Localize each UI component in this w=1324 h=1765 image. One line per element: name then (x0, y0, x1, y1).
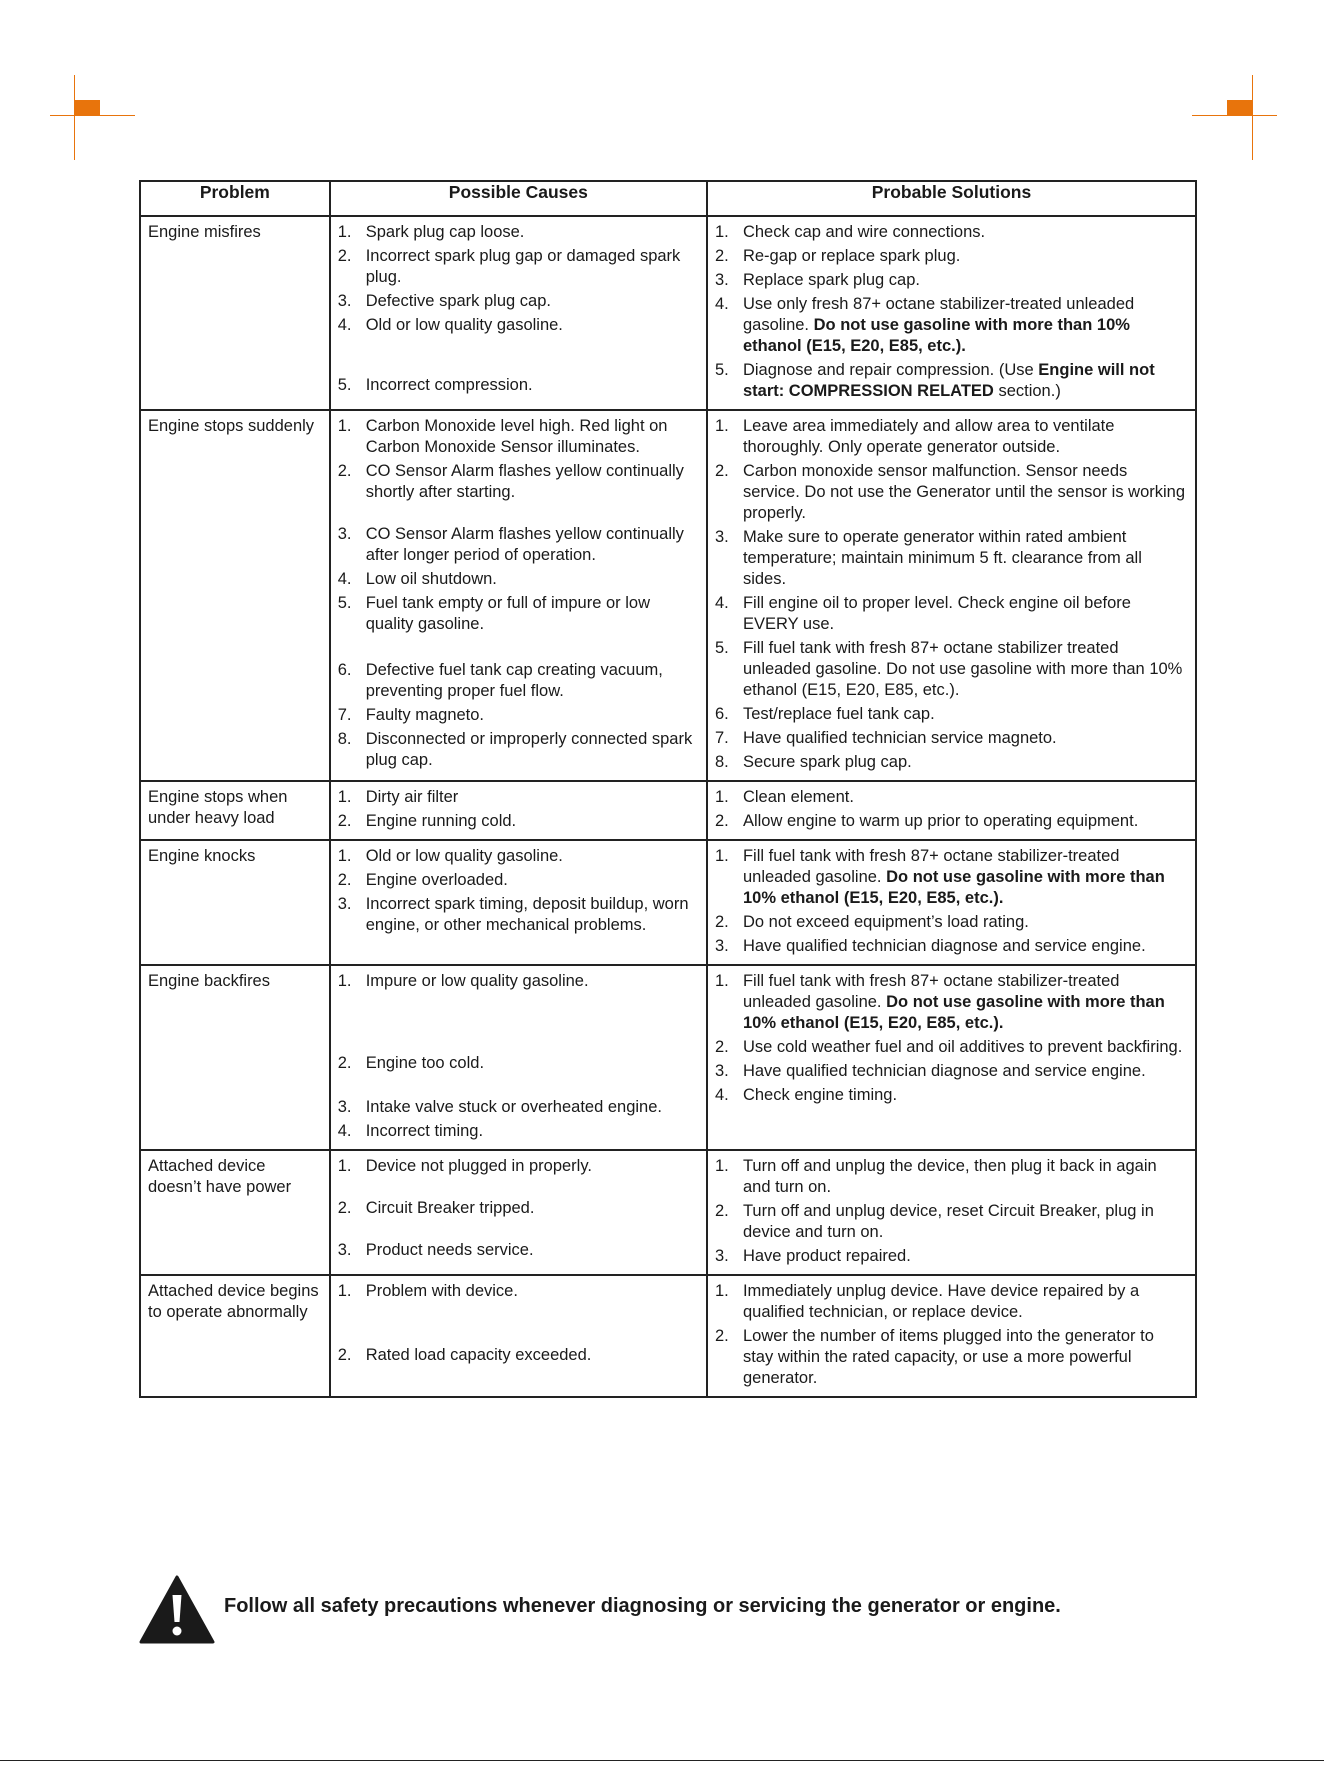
item-text (366, 569, 699, 590)
item-number: 1. (714, 1157, 729, 1175)
item-text-regular: Turn off and unplug device, reset Circuit Breaker, plug in device and turn on. (742, 1202, 1154, 1241)
crop-mark-left (50, 75, 135, 160)
solution-item (715, 638, 1188, 701)
item-text-regular: Faulty magneto. (365, 706, 485, 724)
warning-text: Follow all safety precautions whenever diagnosing or servicing the generator or engine. (224, 1595, 1061, 1617)
cause-item (338, 222, 699, 243)
item-number: 5. (337, 594, 352, 612)
item-text (366, 1345, 699, 1366)
item-text (743, 527, 1188, 590)
item-number: 4. (714, 1086, 729, 1104)
cause-item (338, 1121, 699, 1142)
item-text (743, 1326, 1188, 1389)
item-text-regular: Make sure to operate generator within rated ambient temperature; maintain minimum 5 ft. clearance from all sides. (742, 528, 1142, 588)
problem-text: Engine stops suddenly (148, 417, 315, 435)
solution-item (715, 1246, 1188, 1267)
item-text-regular: Spark plug cap loose. (365, 223, 525, 241)
item-text (366, 375, 699, 396)
item-text-regular: Secure spark plug cap. (742, 753, 912, 771)
solutions-cell (707, 840, 1196, 965)
item-number: 4. (337, 570, 352, 588)
solution-item (715, 461, 1188, 524)
item-text-regular: Old or low quality gasoline. (365, 847, 563, 865)
cause-item (338, 971, 699, 992)
item-number: 1. (714, 847, 729, 865)
item-text-regular: Check engine timing. (742, 1086, 898, 1104)
item-text-regular: Incorrect timing. (365, 1122, 484, 1140)
cause-item (338, 569, 699, 590)
item-text-regular: Have product repaired. (742, 1247, 911, 1265)
item-text-regular: Have qualified technician diagnose and service engine. (742, 1062, 1146, 1080)
item-text (366, 315, 699, 336)
item-text (743, 971, 1188, 1034)
problem-cell (140, 1275, 330, 1397)
item-number: 3. (337, 1098, 352, 1116)
item-number: 2. (714, 913, 729, 931)
item-number: 5. (714, 361, 729, 379)
item-text-regular: Lower the number of items plugged into the generator to stay within the rated capacity, or use a more powerful generator. (742, 1327, 1154, 1387)
problem-cell (140, 410, 330, 781)
item-text-regular: Carbon Monoxide level high. Red light on Carbon Monoxide Sensor illuminates. (365, 417, 668, 456)
problem-text: Engine knocks (148, 847, 256, 865)
item-text (743, 1061, 1188, 1082)
item-number: 3. (337, 895, 352, 913)
item-number: 1. (337, 417, 352, 435)
item-number: 3. (714, 528, 729, 546)
item-number: 1. (337, 847, 352, 865)
table-row (140, 781, 1196, 840)
item-text-regular: Defective fuel tank cap creating vacuum, preventing proper fuel flow. (365, 661, 663, 700)
item-text (743, 1201, 1188, 1243)
cause-item (338, 375, 699, 396)
cause-item (338, 811, 699, 832)
causes-cell (330, 216, 707, 410)
item-text-tail: section.) (998, 382, 1061, 400)
item-text-regular: Immediately unplug device. Have device repaired by a qualified technician, or replace device. (742, 1282, 1140, 1321)
problem-cell (140, 1150, 330, 1275)
item-text (366, 1156, 699, 1177)
item-text-regular: Turn off and unplug the device, then plug it back in again and turn on. (742, 1157, 1157, 1196)
item-number: 6. (714, 705, 729, 723)
item-text-regular: Carbon monoxide sensor malfunction. Sensor needs service. Do not use the Generator until the sensor is working properly. (742, 462, 1186, 522)
solution-item (715, 1085, 1188, 1106)
item-text (743, 787, 1188, 808)
causes-cell (330, 965, 707, 1150)
item-number: 1. (714, 1282, 729, 1300)
item-text (743, 936, 1188, 957)
item-text (743, 1085, 1188, 1106)
solution-item (715, 246, 1188, 267)
item-number: 4. (714, 295, 729, 313)
item-text (366, 729, 699, 771)
causes-cell (330, 1150, 707, 1275)
solution-item (715, 936, 1188, 957)
item-text-bold: Engine will not start: COMPRESSION RELATED (742, 361, 1155, 400)
problem-cell (140, 840, 330, 965)
item-text-regular: Device not plugged in properly. (365, 1157, 592, 1175)
item-number: 8. (714, 753, 729, 771)
solution-item (715, 1037, 1188, 1058)
item-text-regular: Engine overloaded. (365, 871, 508, 889)
solutions-cell (707, 965, 1196, 1150)
cause-item (338, 416, 699, 458)
header-solutions: Probable Solutions (707, 181, 1196, 216)
cause-item (338, 593, 699, 635)
solution-item (715, 527, 1188, 590)
item-text-regular: Use cold weather fuel and oil additives to prevent backfiring. (742, 1038, 1183, 1056)
item-text (366, 1240, 699, 1261)
item-number: 7. (714, 729, 729, 747)
table-header-row (140, 181, 1196, 216)
cause-item (338, 787, 699, 808)
item-number: 2. (714, 1327, 729, 1345)
item-text-regular: Leave area immediately and allow area to ventilate thoroughly. Only operate generator outside. (742, 417, 1115, 456)
item-number: 2. (337, 812, 352, 830)
item-text-bold: Do not use gasoline with more than 10% ethanol (E15, E20, E85, etc.). (742, 316, 1130, 355)
item-number: 1. (714, 972, 729, 990)
cause-item (338, 1345, 699, 1366)
item-number: 3. (714, 1247, 729, 1265)
item-number: 3. (714, 271, 729, 289)
item-text (366, 846, 699, 867)
solution-item (715, 416, 1188, 458)
cause-item (338, 315, 699, 336)
safety-warning (139, 1575, 1239, 1655)
solution-item (715, 971, 1188, 1034)
item-text-regular: Old or low quality gasoline. (365, 316, 563, 334)
problem-text: Attached device begins to operate abnormally (148, 1282, 319, 1321)
item-text-regular: Have qualified technician service magneto. (742, 729, 1057, 747)
item-text (743, 294, 1188, 357)
item-text (743, 222, 1188, 243)
item-text (743, 1037, 1188, 1058)
problem-text: Engine misfires (148, 223, 261, 241)
item-text (743, 593, 1188, 635)
cause-item (338, 705, 699, 726)
item-text-regular: Product needs service. (365, 1241, 534, 1259)
item-number: 2. (337, 247, 352, 265)
item-number: 1. (337, 1157, 352, 1175)
table-row (140, 1150, 1196, 1275)
item-text (743, 1246, 1188, 1267)
item-text (743, 246, 1188, 267)
item-text (366, 894, 699, 936)
table-row (140, 965, 1196, 1150)
item-number: 3. (714, 1062, 729, 1080)
item-number: 4. (337, 316, 352, 334)
solution-item (715, 704, 1188, 725)
table-row (140, 216, 1196, 410)
causes-cell (330, 410, 707, 781)
solutions-cell (707, 410, 1196, 781)
item-text (366, 1198, 699, 1219)
item-text (743, 1281, 1188, 1323)
header-causes: Possible Causes (330, 181, 707, 216)
table-row (140, 1275, 1196, 1397)
item-number: 2. (714, 247, 729, 265)
item-text-regular: Fill engine oil to proper level. Check engine oil before EVERY use. (742, 594, 1131, 633)
item-text (366, 705, 699, 726)
cause-item (338, 870, 699, 891)
item-text (366, 1281, 699, 1302)
item-number: 2. (337, 871, 352, 889)
item-text-regular: Engine too cold. (365, 1054, 485, 1072)
solution-item (715, 1201, 1188, 1243)
item-text-regular: Rated load capacity exceeded. (365, 1346, 592, 1364)
item-text-regular: Incorrect compression. (365, 376, 533, 394)
item-number: 2. (714, 462, 729, 480)
item-text-regular: Fill fuel tank with fresh 87+ octane stabilizer-treated unleaded gasoline. (742, 972, 1120, 1011)
cause-item (338, 461, 699, 503)
problem-text: Attached device doesn’t have power (148, 1157, 292, 1196)
item-text-regular: Fill fuel tank with fresh 87+ octane stabilizer treated unleaded gasoline. Do not use gasoline with more than 10% ethanol (E15, E20, E85, etc.). (742, 639, 1183, 699)
solution-item (715, 294, 1188, 357)
item-text-regular: Defective spark plug cap. (365, 292, 551, 310)
solution-item (715, 846, 1188, 909)
cause-item (338, 729, 699, 771)
solution-item (715, 752, 1188, 773)
item-number: 4. (337, 1122, 352, 1140)
item-text-regular: Do not exceed equipment’s load rating. (742, 913, 1029, 931)
item-text-regular: Diagnose and repair compression. (Use (742, 361, 1034, 379)
causes-cell (330, 1275, 707, 1397)
cause-item (338, 246, 699, 288)
item-text-regular: Incorrect spark plug gap or damaged spark plug. (365, 247, 681, 286)
item-number: 1. (337, 223, 352, 241)
item-text-regular: Low oil shutdown. (365, 570, 497, 588)
item-number: 1. (337, 1282, 352, 1300)
problem-cell (140, 216, 330, 410)
solution-item (715, 360, 1188, 402)
item-text (743, 360, 1188, 402)
item-text-regular: CO Sensor Alarm flashes yellow continually after longer period of operation. (365, 525, 684, 564)
item-text-regular: CO Sensor Alarm flashes yellow continually shortly after starting. (365, 462, 684, 501)
item-text-regular: Check cap and wire connections. (742, 223, 986, 241)
item-text (366, 811, 699, 832)
item-text (366, 1121, 699, 1142)
item-text-regular: Intake valve stuck or overheated engine. (365, 1098, 662, 1116)
item-text (366, 1097, 699, 1118)
problem-cell (140, 781, 330, 840)
page-bottom-rule (0, 1760, 1324, 1761)
solution-item (715, 270, 1188, 291)
item-text (366, 971, 699, 992)
causes-cell (330, 781, 707, 840)
solution-item (715, 593, 1188, 635)
item-text-regular: Clean element. (742, 788, 854, 806)
cause-item (338, 524, 699, 566)
item-number: 3. (714, 937, 729, 955)
item-text (743, 752, 1188, 773)
item-number: 2. (337, 462, 352, 480)
table-body (140, 216, 1196, 1397)
table-row (140, 410, 1196, 781)
item-text-regular: Fill fuel tank with fresh 87+ octane stabilizer-treated unleaded gasoline. (742, 847, 1120, 886)
item-text-regular: Dirty air filter (365, 788, 459, 806)
table-row (140, 840, 1196, 965)
solution-item (715, 1156, 1188, 1198)
item-number: 1. (337, 788, 352, 806)
item-text-regular: Use only fresh 87+ octane stabilizer-treated unleaded gasoline. (742, 295, 1135, 334)
solution-item (715, 1326, 1188, 1389)
item-number: 2. (337, 1054, 352, 1072)
item-text (743, 461, 1188, 524)
item-text (743, 912, 1188, 933)
item-text (366, 660, 699, 702)
item-number: 7. (337, 706, 352, 724)
cause-item (338, 1240, 699, 1261)
item-text (743, 416, 1188, 458)
item-text (743, 704, 1188, 725)
item-text-regular: Replace spark plug cap. (742, 271, 920, 289)
item-number: 4. (714, 594, 729, 612)
item-text (366, 524, 699, 566)
item-text-regular: Engine running cold. (365, 812, 517, 830)
item-text (743, 728, 1188, 749)
cause-item (338, 1097, 699, 1118)
item-text (366, 1053, 699, 1074)
item-number: 1. (714, 788, 729, 806)
item-number: 2. (337, 1346, 352, 1364)
causes-cell (330, 840, 707, 965)
item-text (743, 270, 1188, 291)
item-number: 2. (337, 1199, 352, 1217)
item-text (366, 787, 699, 808)
item-text (743, 1156, 1188, 1198)
cause-item (338, 660, 699, 702)
item-text-regular: Problem with device. (365, 1282, 518, 1300)
item-text-regular: Re-gap or replace spark plug. (742, 247, 961, 265)
item-number: 2. (714, 1038, 729, 1056)
item-number: 5. (714, 639, 729, 657)
item-text-regular: Impure or low quality gasoline. (365, 972, 589, 990)
item-number: 1. (714, 223, 729, 241)
solution-item (715, 1281, 1188, 1323)
solution-item (715, 222, 1188, 243)
cause-item (338, 1198, 699, 1219)
problem-text: Engine stops when under heavy load (148, 788, 288, 827)
cause-item (338, 1156, 699, 1177)
solution-item (715, 1061, 1188, 1082)
solution-item (715, 787, 1188, 808)
solutions-cell (707, 1150, 1196, 1275)
item-text (743, 638, 1188, 701)
problem-cell (140, 965, 330, 1150)
item-number: 2. (714, 1202, 729, 1220)
item-text (366, 246, 699, 288)
item-number: 3. (337, 292, 352, 310)
item-text-regular: Test/replace fuel tank cap. (742, 705, 935, 723)
solution-item (715, 811, 1188, 832)
item-text (366, 870, 699, 891)
item-number: 6. (337, 661, 352, 679)
item-number: 2. (714, 812, 729, 830)
item-text (366, 291, 699, 312)
solutions-cell (707, 1275, 1196, 1397)
problem-text: Engine backfires (148, 972, 270, 990)
item-text (366, 593, 699, 635)
item-number: 3. (337, 1241, 352, 1259)
cause-item (338, 1053, 699, 1074)
header-problem: Problem (140, 181, 330, 216)
crop-mark-right (1192, 75, 1277, 160)
item-number: 8. (337, 730, 352, 748)
solution-item (715, 728, 1188, 749)
item-text-regular: Circuit Breaker tripped. (365, 1199, 535, 1217)
item-text-regular: Incorrect spark timing, deposit buildup, worn engine, or other mechanical problems. (365, 895, 689, 934)
item-text-bold: Do not use gasoline with more than 10% ethanol (E15, E20, E85, etc.). (742, 993, 1165, 1032)
item-text-regular: Fuel tank empty or full of impure or low quality gasoline. (365, 594, 650, 633)
item-number: 3. (337, 525, 352, 543)
item-text (366, 416, 699, 458)
item-text-regular: Allow engine to warm up prior to operating equipment. (742, 812, 1139, 830)
item-text (743, 811, 1188, 832)
cause-item (338, 894, 699, 936)
item-number: 1. (337, 972, 352, 990)
item-text (743, 846, 1188, 909)
cause-item (338, 1281, 699, 1302)
item-text-bold: Do not use gasoline with more than 10% ethanol (E15, E20, E85, etc.). (742, 868, 1165, 907)
troubleshooting-table (139, 180, 1197, 1398)
warning-triangle-icon (139, 1575, 215, 1645)
solutions-cell (707, 216, 1196, 410)
cause-item (338, 846, 699, 867)
item-number: 1. (714, 417, 729, 435)
item-text (366, 461, 699, 503)
solutions-cell (707, 781, 1196, 840)
cause-item (338, 291, 699, 312)
item-text-regular: Have qualified technician diagnose and service engine. (742, 937, 1146, 955)
item-text-regular: Disconnected or improperly connected spark plug cap. (365, 730, 693, 769)
solution-item (715, 912, 1188, 933)
item-text (366, 222, 699, 243)
item-number: 5. (337, 376, 352, 394)
